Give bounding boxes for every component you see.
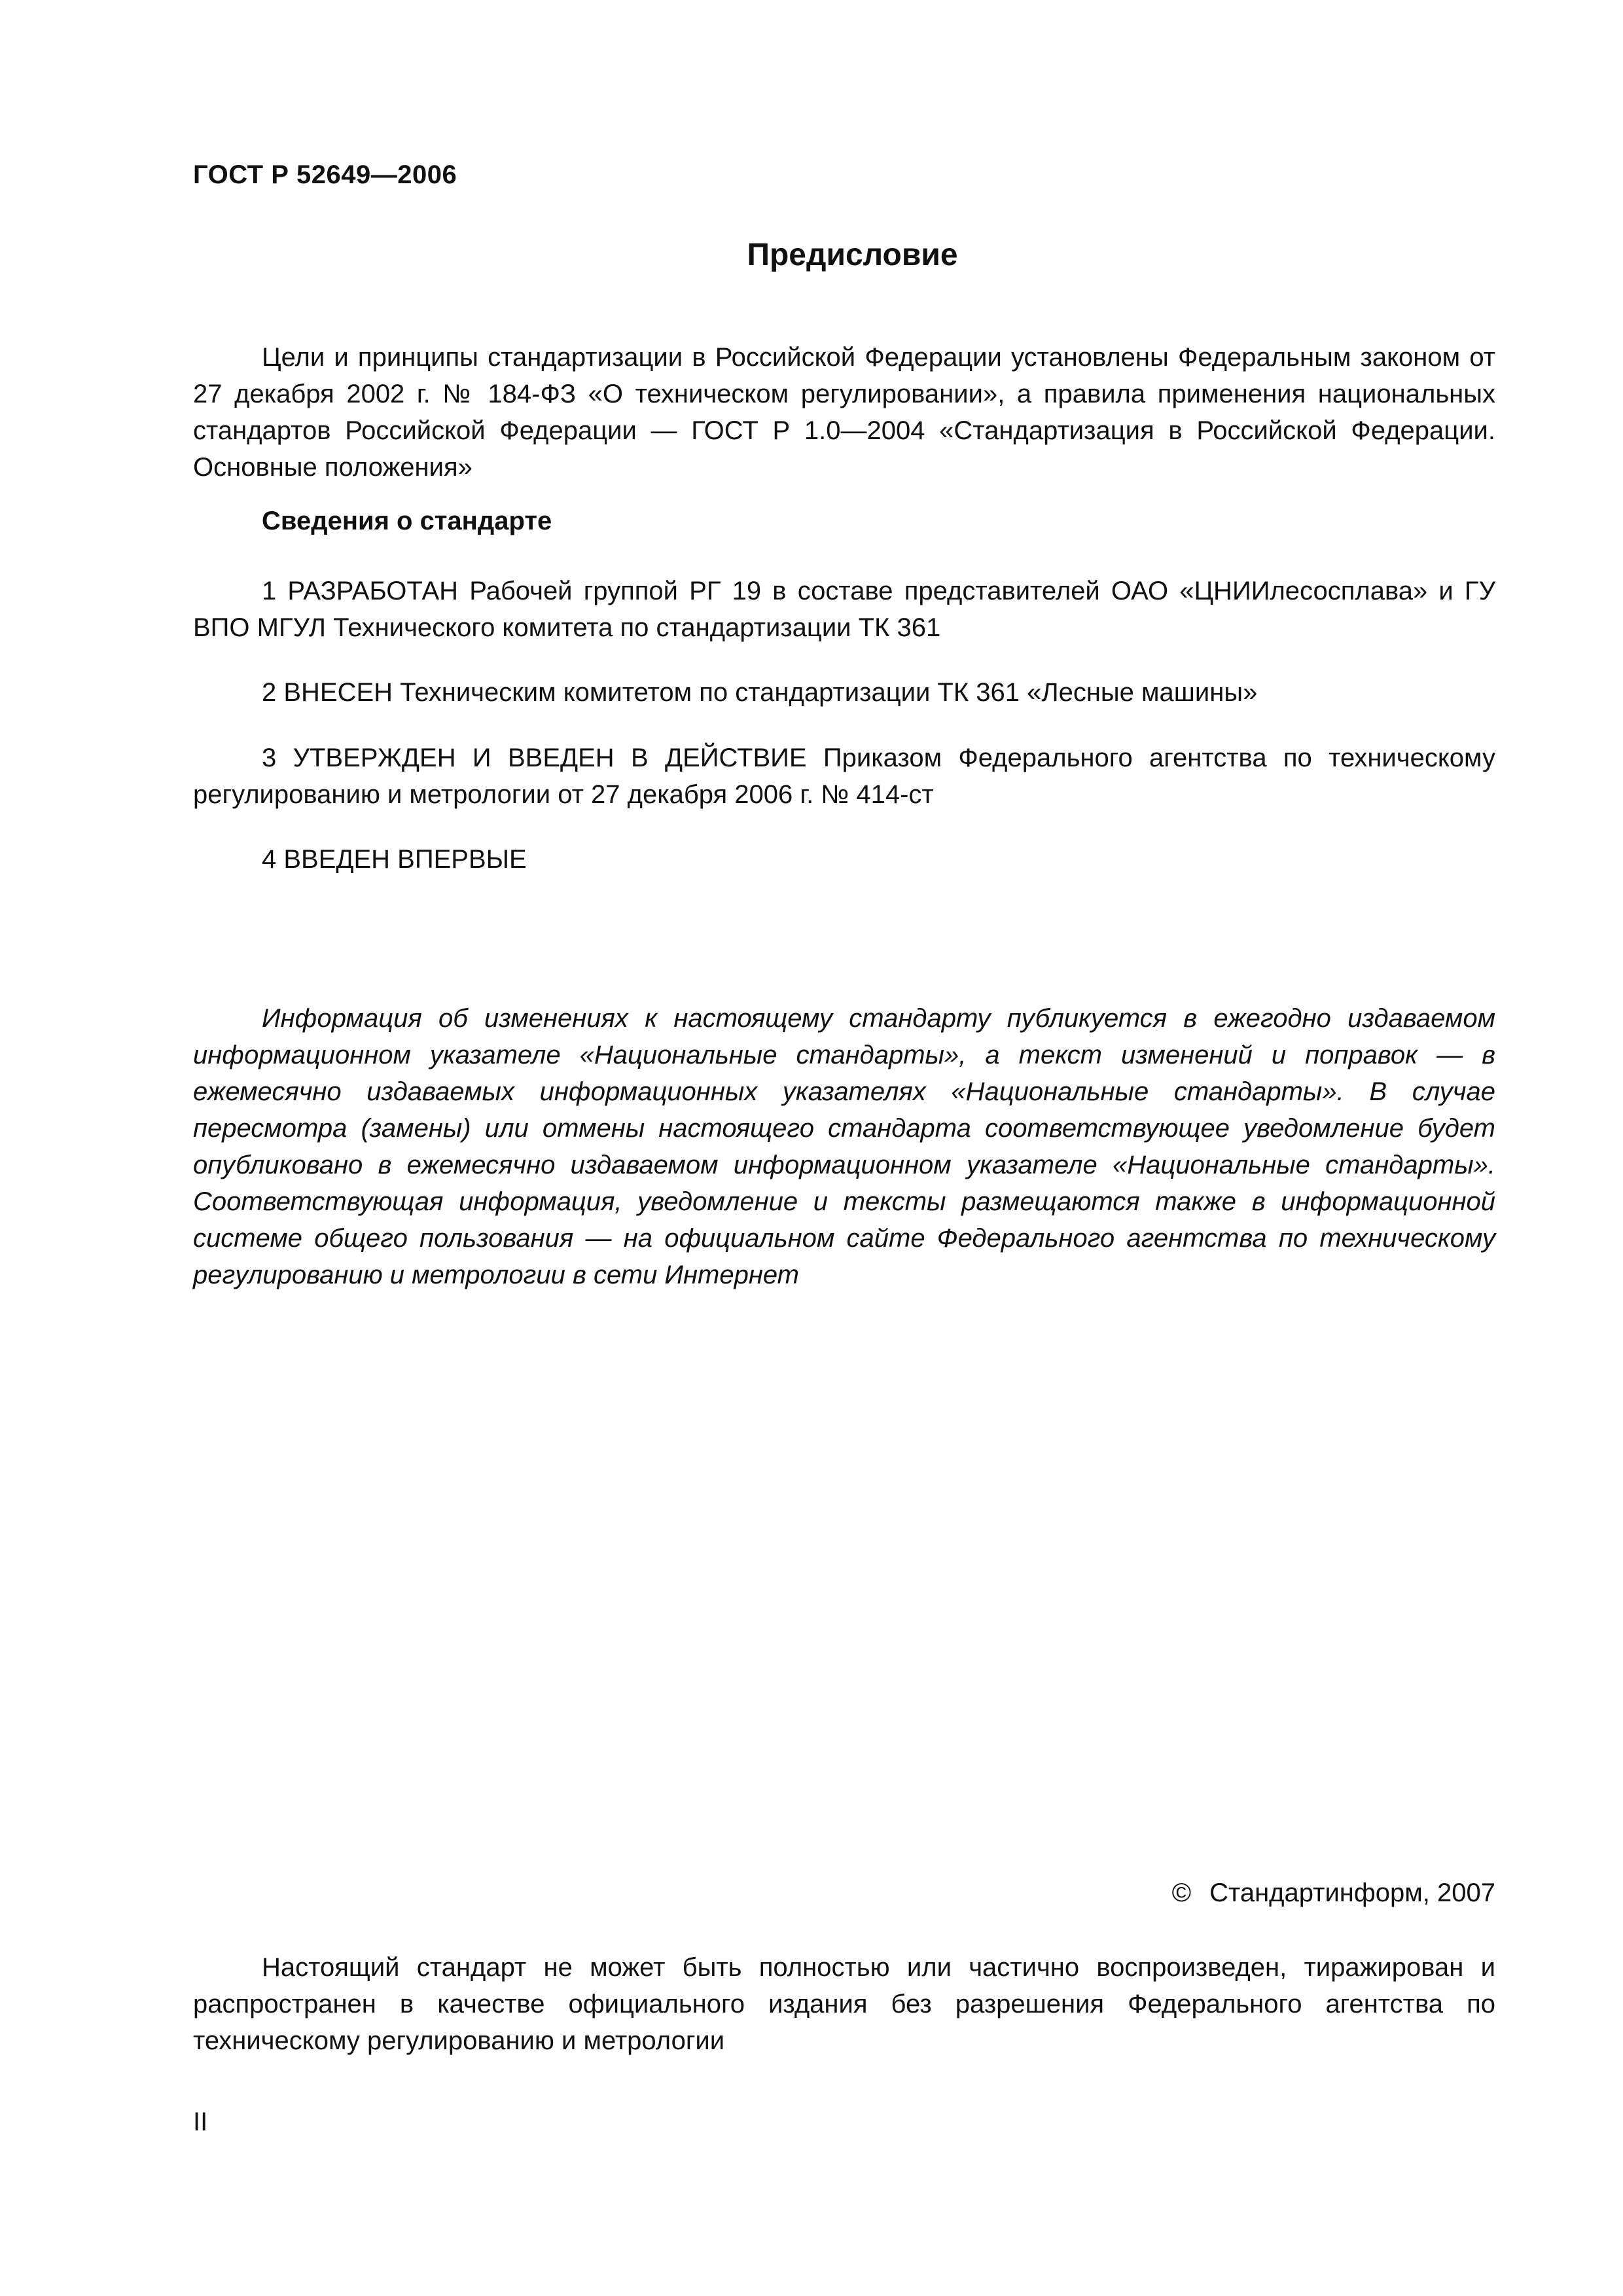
section-heading: Сведения о стандарте xyxy=(262,507,552,535)
document-id-header: ГОСТ Р 52649—2006 xyxy=(193,160,457,189)
legal-text: Настоящий стандарт не может быть полностью или частично воспроизведен, тиражирован и распространен в качестве официального издания без разрешения Федерального агентства по техническому регулированию и метрологии xyxy=(193,1953,1495,2055)
info-item-text: 3 УТВЕРЖДЕН И ВВЕДЕН В ДЕЙСТВИЕ Приказом Федерального агентства по техническому регулированию и метрологии от 27 декабря 2006 г. № 414-ст xyxy=(193,744,1495,809)
info-item-2 xyxy=(193,674,1495,711)
info-item-text: 1 РАЗРАБОТАН Рабочей группой РГ 19 в составе представителей ОАО «ЦНИИлесосплава» и ГУ ВПО МГУЛ Технического комитета по стандартизации ТК 361 xyxy=(193,577,1495,642)
copyright-text: Стандартинформ, 2007 xyxy=(1209,1878,1495,1907)
intro-paragraph xyxy=(193,339,1495,486)
info-item-1 xyxy=(193,573,1495,646)
info-item-text: 2 ВНЕСЕН Техническим комитетом по стандартизации ТК 361 «Лесные машины» xyxy=(262,678,1258,707)
info-item-text: 4 ВВЕДЕН ВПЕРВЫЕ xyxy=(262,845,527,874)
page-number: II xyxy=(193,2108,208,2136)
page-title: Предисловие xyxy=(747,238,958,272)
notice-paragraph xyxy=(193,1000,1495,1293)
info-item-4 xyxy=(193,841,1495,878)
copyright-line xyxy=(193,1878,1495,1908)
section-heading-block xyxy=(193,503,1495,539)
notice-text: Информация об изменениях к настоящему стандарту публикуется в ежегодно издаваемом информационном указателе «Национальные стандарты», а текст изменений и поправок — в ежемесячно издаваемых информационных указателях «Национальные стандарты». В случае пересмотра (замены) или отмены настоящего стандарта соответствующее уведомление будет опубликовано в ежемесячно издаваемом информационном указателе «Национальные стандарты». Соответствующая информация, уведомление и тексты размещаются также в информационной системе общего пользования — на официальном сайте Федерального агентства по техническому регулированию и метрологии в сети Интернет xyxy=(193,1004,1495,1289)
legal-paragraph xyxy=(193,1949,1495,2059)
info-item-3 xyxy=(193,740,1495,813)
intro-text: Цели и принципы стандартизации в Российской Федерации установлены Федеральным законом от 27 декабря 2002 г. № 184-ФЗ «О техническом регулировании», а правила применения национальных стандартов Российской Федерации — ГОСТ Р 1.0—2004 «Стандартизация в Российской Федерации. Основные положения» xyxy=(193,343,1495,482)
copyright-symbol: © xyxy=(1171,1878,1192,1907)
